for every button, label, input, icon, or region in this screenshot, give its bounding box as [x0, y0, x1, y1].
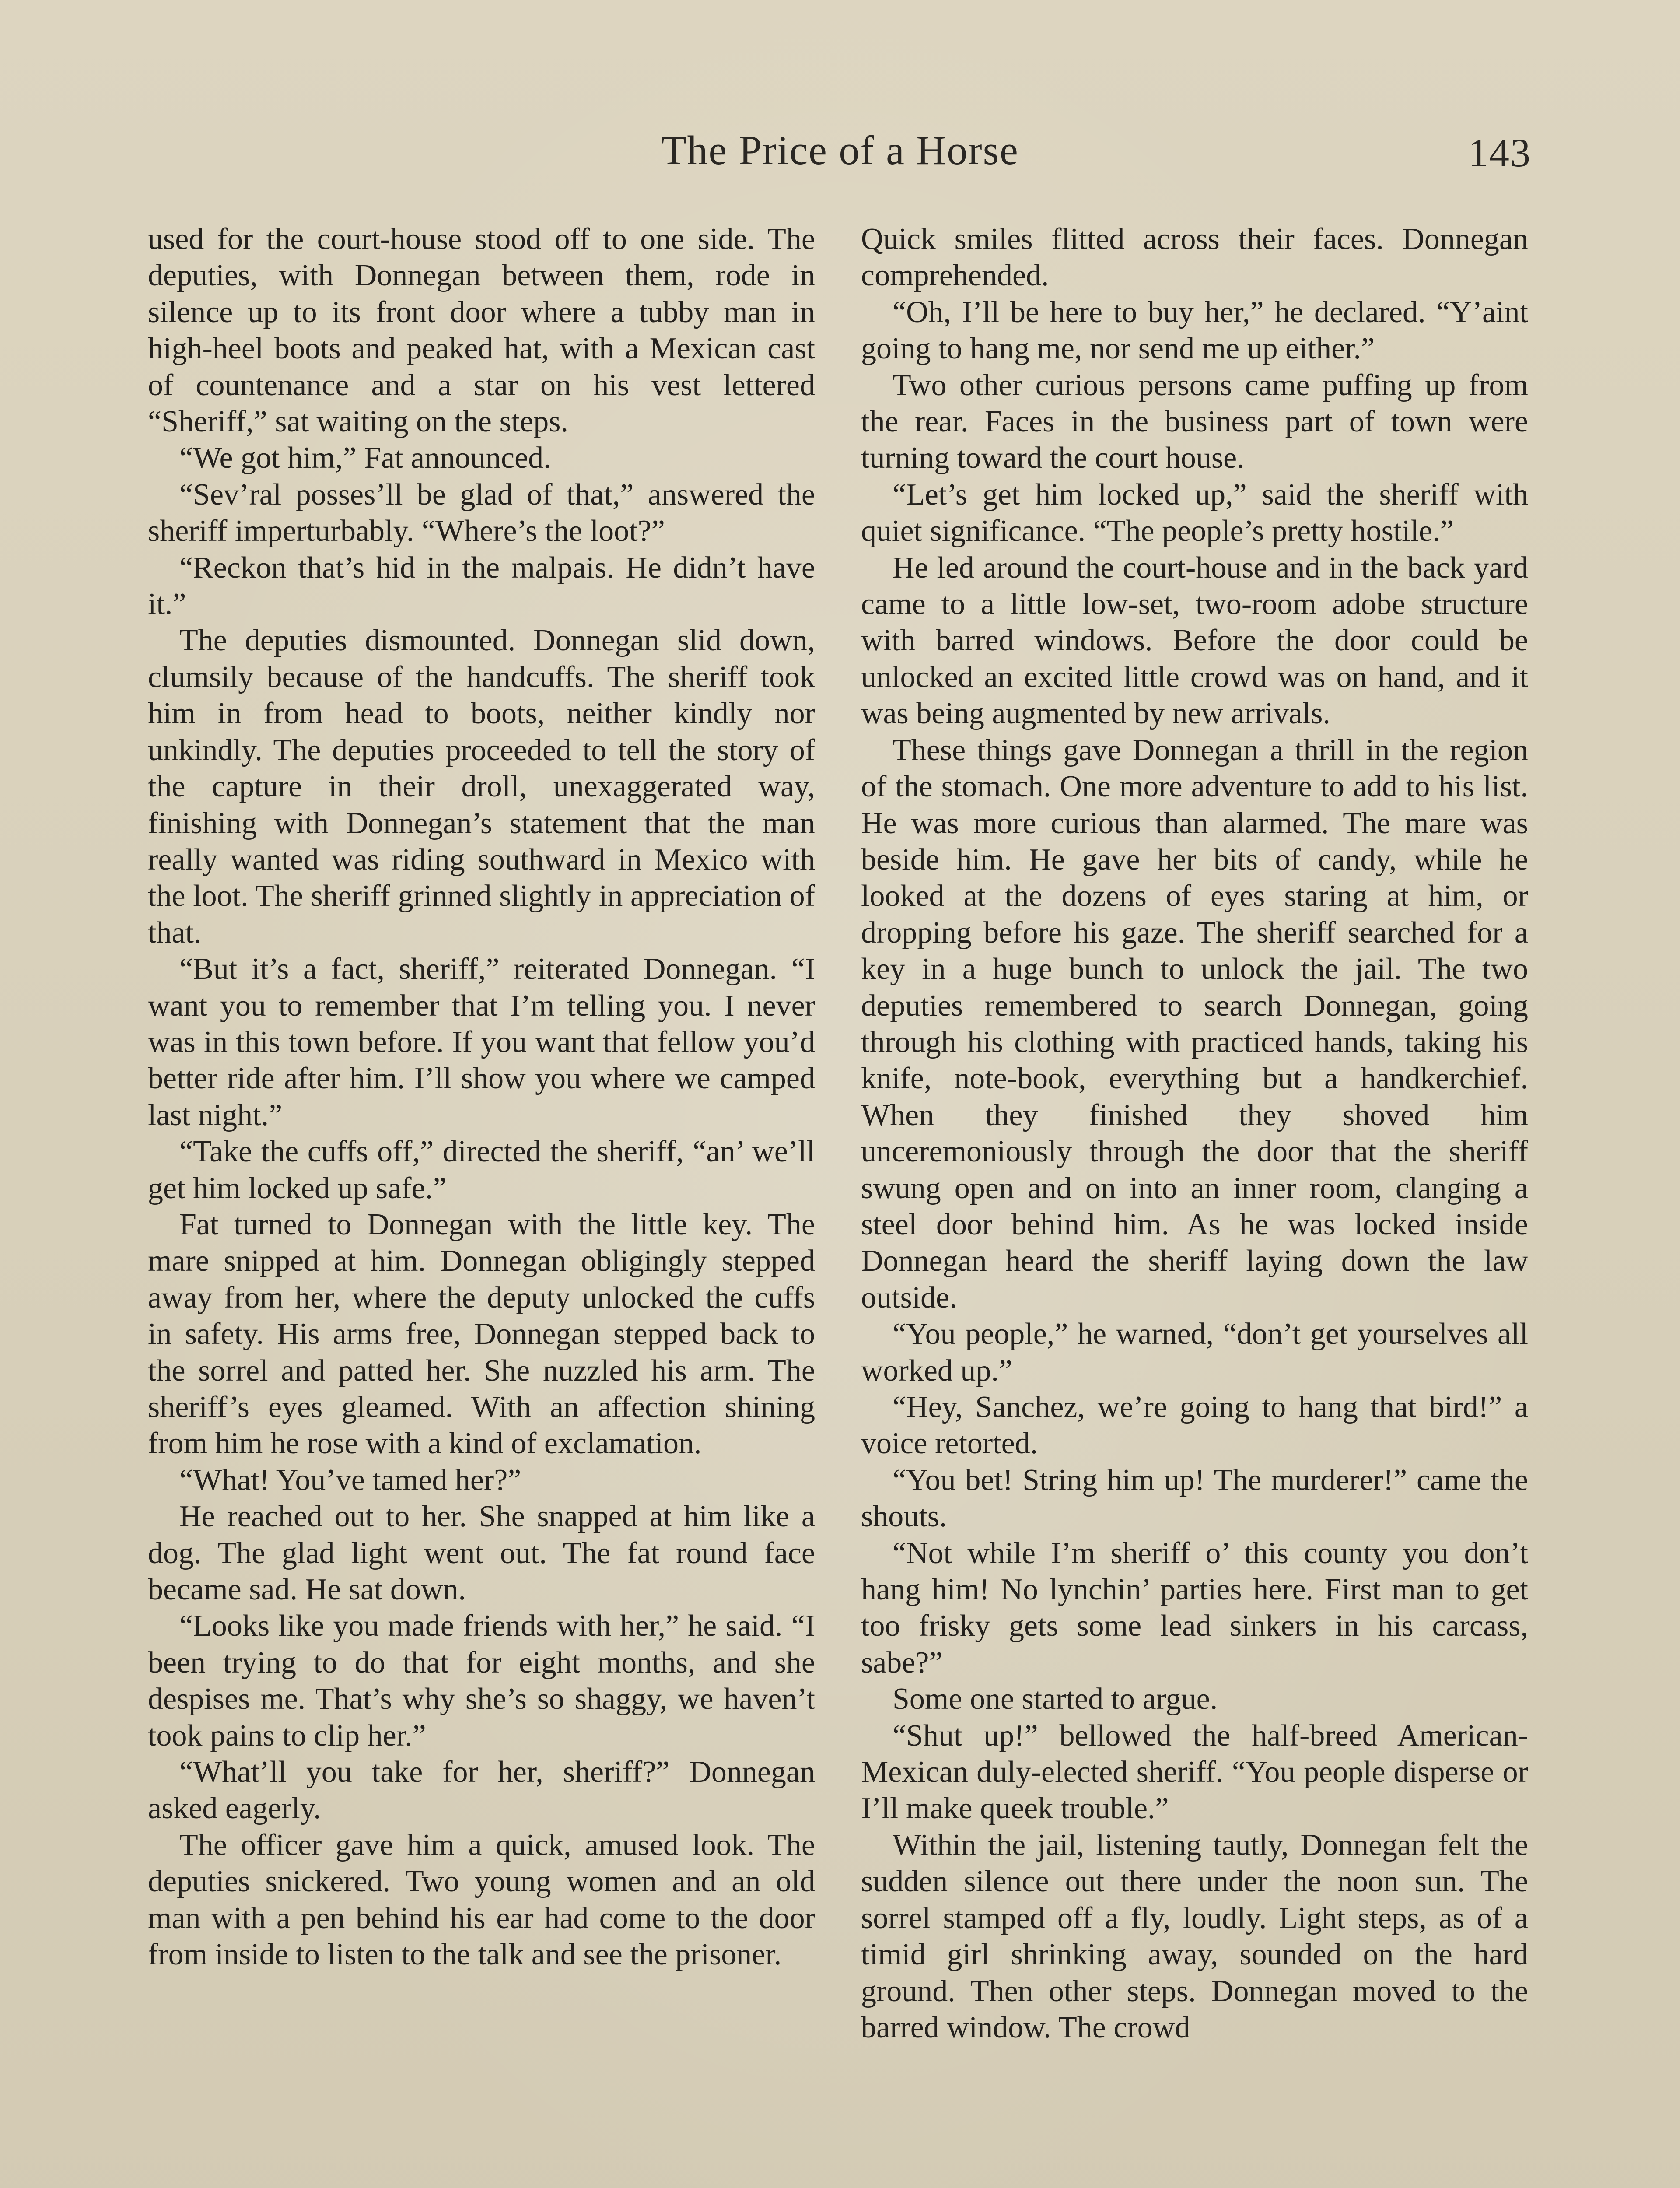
paragraph: “Sev’ral posses’ll be glad of that,” answered the sheriff imperturbably. “Where’s the loot?”	[148, 477, 815, 548]
paragraph: Some one started to argue.	[892, 1682, 1218, 1716]
paragraph: Within the jail, listening tautly, Donnegan felt the sudden silence out there under the noon sun. The sorrel stamped off a fly, loudly. Light steps, as of a timid girl shrinking away, sounded on the hard ground. Then other steps. Donnegan moved to the barred window. The crowd	[861, 1828, 1528, 2044]
running-header	[149, 127, 1531, 193]
paragraph: Two other curious persons came puffing up from the rear. Faces in the business part of town were turning toward the court house.	[861, 368, 1528, 475]
paragraph: “Let’s get him locked up,” said the sheriff with quiet significance. “The people’s pretty hostile.”	[861, 477, 1528, 548]
paragraph: “Looks like you made friends with her,” he said. “I been trying to do that for eight months, and she despises me. That’s why she’s so shaggy, we haven’t took pains to clip her.”	[148, 1609, 815, 1753]
paragraph: “Shut up!” bellowed the half-breed American-Mexican duly-elected sheriff. “You people disperse or I’ll make queek trouble.”	[861, 1718, 1528, 1826]
running-title: The Price of a Horse	[661, 128, 1019, 173]
paragraph: These things gave Donnegan a thrill in the region of the stomach. One more adventure to add to his list. He was more curious than alarmed. The mare was beside him. He gave her bits of candy, while he looked at the dozens of eyes staring at him, or dropping before his gaze. The sheriff searched for a key in a huge bunch to unlock the jail. The two deputies remembered to search Donnegan, going through his clothing with practiced hands, taking his knife, note-book, everything but a handkerchief. When they finished they shoved him unceremoniously through the door that the sheriff swung open and on into an inner room, clanging a steel door behind him. As he was locked inside Donnegan heard the sheriff laying down the law outside.	[861, 733, 1528, 1315]
paragraph: Fat turned to Donnegan with the little key. The mare snipped at him. Donnegan obligingly stepped away from her, where the deputy unlocked the cuffs in safety. His arms free, Donnegan stepped back to the sorrel and patted her. She nuzzled his arm. The sheriff’s eyes gleamed. With an affection shining from him he rose with a kind of exclamation.	[148, 1207, 815, 1461]
paragraph: “Not while I’m sheriff o’ this county you don’t hang him! No lynchin’ parties here. First man to get too frisky gets some lead sinkers in his carcass, sabe?”	[861, 1536, 1528, 1680]
paragraph: The officer gave him a quick, amused look. The deputies snickered. Two young women and an old man with a pen behind his ear had come to the door from inside to listen to the talk and see the prisoner.	[148, 1828, 815, 1972]
paragraph: “We got him,” Fat announced.	[179, 441, 551, 475]
paragraph: “What’ll you take for her, sheriff?” Donnegan asked eagerly.	[148, 1755, 815, 1826]
paragraph: The deputies dismounted. Donnegan slid down, clumsily because of the handcuffs. The sheriff took him in from head to boots, neither kindly nor unkindly. The deputies proceeded to tell the story of the capture in their droll, unexaggerated way, finishing with Donnegan’s statement that the man really wanted was riding southward in Mexico with the loot. The sheriff grinned slightly in appreciation of that.	[148, 624, 815, 950]
paragraph: He reached out to her. She snapped at him like a dog. The glad light went out. The fat round face became sad. He sat down.	[148, 1500, 815, 1607]
paragraph: “What! You’ve tamed her?”	[179, 1463, 522, 1497]
paragraph: used for the court-house stood off to one side. The deputies, with Donnegan between them, rode in silence up to its front door where a tubby man in high-heel boots and peaked hat, with a Mexican cast of countenance and a star on his vest lettered “Sheriff,” sat waiting on the steps.	[148, 222, 815, 439]
paragraph: “Oh, I’ll be here to buy her,” he declared. “Y’aint going to hang me, nor send me up either.”	[861, 295, 1528, 366]
paragraph: He led around the court-house and in the back yard came to a little low-set, two-room adobe structure with barred windows. Before the door could be unlocked an excited little crowd was on hand, and it was being augmented by new arrivals.	[861, 551, 1528, 731]
paragraph: “But it’s a fact, sheriff,” reiterated Donnegan. “I want you to remember that I’m telling you. I never was in this town before. If you want that fellow you’d better ride after him. I’ll show you where we camped last night.”	[148, 952, 815, 1132]
paragraph: “Take the cuffs off,” directed the sheriff, “an’ we’ll get him locked up safe.”	[148, 1135, 815, 1205]
left-column	[148, 221, 815, 2188]
page-number: 143	[1468, 130, 1531, 175]
paragraph: “Reckon that’s hid in the malpais. He didn’t have it.”	[148, 551, 815, 621]
paragraph: Quick smiles flitted across their faces. Donnegan comprehended.	[861, 222, 1528, 293]
paragraph: “You people,” he warned, “don’t get yourselves all worked up.”	[861, 1317, 1528, 1388]
paragraph: “You bet! String him up! The murderer!” came the shouts.	[861, 1463, 1528, 1534]
right-column	[861, 221, 1528, 2188]
paragraph: “Hey, Sanchez, we’re going to hang that bird!” a voice retorted.	[861, 1390, 1528, 1461]
